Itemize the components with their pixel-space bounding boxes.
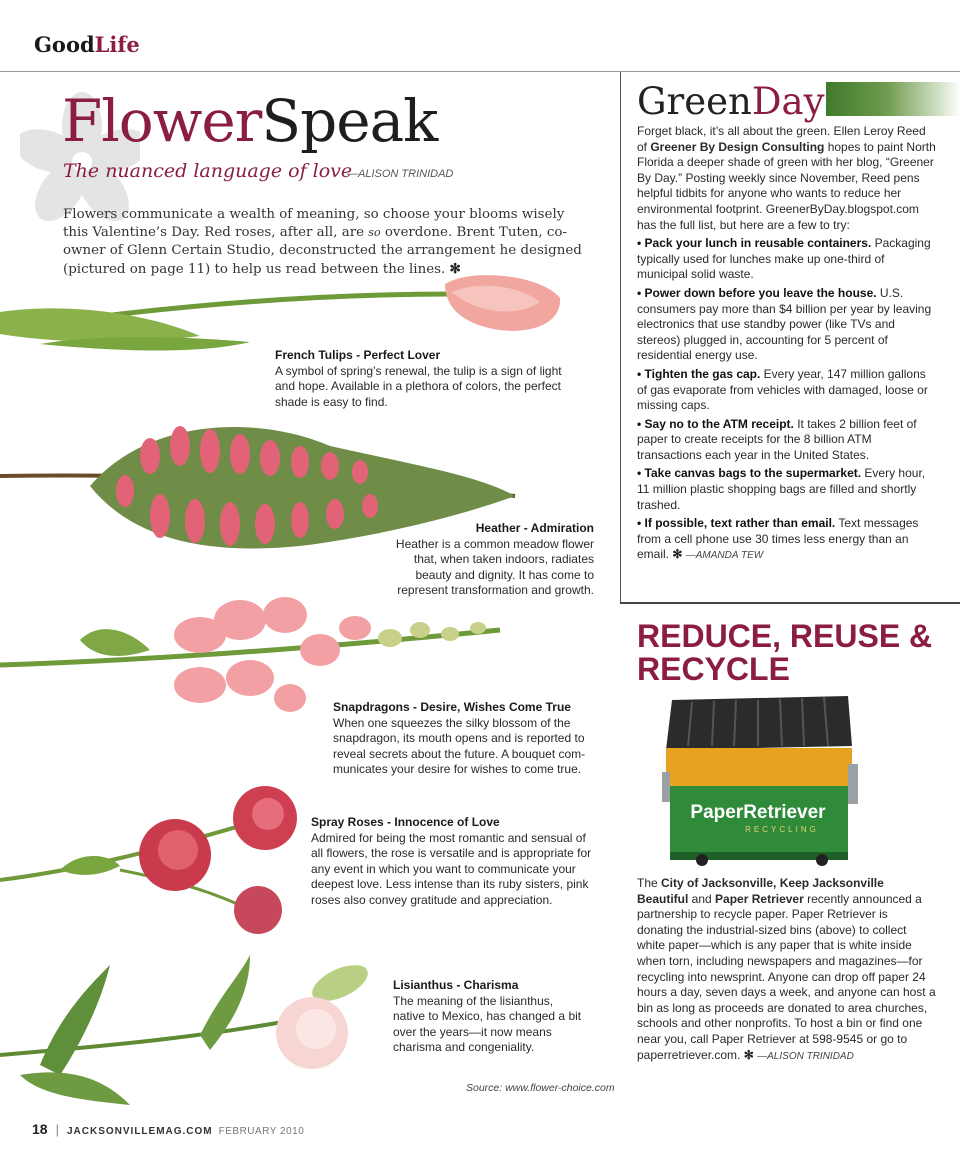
tip-text: U.S. consumers pay more than $4 billion per year by leaving electronics that use standby power (like TVs and stereos) plugged in, accounting for 5 percent of residential energy use. (637, 285, 932, 363)
greenday-intro-text-1: Forget black, it’s all about the green. Ellen Leroy Reed of (637, 124, 926, 154)
lisianthus-caption (393, 978, 583, 1056)
greenday-intro-text-2: hopes to paint North Florida a deeper shade of green with her blog, “Greener By Day.” Posting weekly since November, Reed pens helpful tidbits for anyone who wants to reduce her environmental footprint. GreenerByDay.blogspot.com has the full list, but here are a few to try: (637, 139, 936, 232)
lisianthus-title: Lisianthus - Charisma (393, 978, 519, 992)
recycling-bin-image (662, 694, 862, 866)
spray-rose-caption (311, 815, 601, 908)
header-rule (0, 71, 960, 72)
intro-text-1: Flowers communicate a wealth of meaning, so choose your blooms wisely this Valentine’s Day. Red roses, after all, are (63, 207, 565, 240)
tip-heading: • Say no to the ATM receipt. (637, 416, 794, 431)
tulip-text: A symbol of spring’s renewal, the tulip is a sign of light and hope. Available in a plethora of colors, the perfect shade is easy to find. (275, 363, 562, 409)
end-mark-icon: ✻ (672, 547, 683, 562)
recycle-title: REDUCE, REUSE & RECYCLE (637, 618, 933, 687)
footer-site: JACKSONVILLEMAG.COM (66, 1126, 213, 1137)
end-mark-icon: ✻ (743, 1047, 754, 1062)
tip-text: Text messages from a cell phone use 30 times less energy than an email. (637, 516, 919, 562)
recycle-body (637, 876, 937, 1064)
snapdragon-title: Snapdragons - Desire, Wishes Come True (333, 700, 571, 714)
section-label (34, 32, 140, 57)
tip-item (637, 417, 937, 464)
recycle-author: —ALISON TRINIDAD (757, 1050, 854, 1062)
tip-heading: • If possible, text rather than email. (637, 516, 836, 531)
source-credit: Source: www.flower-choice.com (466, 1082, 615, 1094)
footer-separator: | (55, 1122, 59, 1137)
tulip-title: French Tulips - Perfect Lover (275, 348, 441, 362)
snapdragon-caption (333, 700, 605, 778)
snapdragon-text: When one squeezes the silky blossom of the snapdragon, its mouth opens and is reported to reveal secrets about the future. A bouquet com-municates your desire for wishes to come true. (333, 715, 586, 776)
tip-item (637, 236, 937, 283)
heather-caption (383, 521, 594, 599)
lisianthus-text: The meaning of the lisianthus, native to Mexico, has changed a bit over the years—it now means charisma and congeniality. (393, 993, 582, 1054)
tip-heading: • Tighten the gas cap. (637, 366, 761, 381)
tip-text: Every hour, 11 million plastic shopping bags are filled and shortly trashed. (637, 466, 926, 512)
heather-text: Heather is a common meadow flower that, when taken indoors, radiates beauty and dignity. It has come to represent transformation and growth. (395, 536, 594, 597)
tip-item (637, 466, 937, 513)
bin-sub-label: RECYCLING (745, 825, 819, 834)
greenday-title-part-2: Day (751, 80, 825, 123)
greenday-gradient-bar (826, 82, 960, 116)
greenday-author: —AMANDA TEW (685, 550, 764, 562)
heather-title: Heather - Admiration (475, 521, 594, 535)
recycle-text-3: recently announced a partnership to recycle paper. Paper Retriever is donating the industrial-sized bins (above) to collect white paper—which is any paper that is white inside when torn, including newspapers and magazines—for recycling into newsprint. Anyone can drop off paper 24 hours a day, seven days a week, and anyone can host a bin as long as proceeds are donated to area churches, schools and other nonprofits. To host a bin or find one near you, call Paper Retriever at 598-9545 or go to paperretriever.com. (637, 891, 936, 1062)
tip-text: Packaging typically used for lunches make up one-third of municipal solid waste. (637, 236, 931, 282)
recycle-bold-1: City of Jacksonville, Keep Jacksonville Beautiful (637, 876, 884, 906)
section-rule (620, 602, 960, 604)
tip-item (637, 516, 937, 564)
tip-heading: • Pack your lunch in reusable containers. (637, 236, 872, 251)
recycle-bold-2: Paper Retriever (715, 891, 804, 906)
greenday-title-part-1: Green (637, 80, 752, 123)
greenday-title (637, 80, 825, 123)
recycle-text-2: and (688, 891, 716, 906)
tip-item (637, 367, 937, 414)
page-number: 18 (32, 1121, 48, 1137)
bin-brand-label: PaperRetriever (690, 802, 826, 823)
article-subtitle: The nuanced language of love (63, 160, 353, 182)
lisianthus-image (0, 955, 390, 1105)
tip-text: Every year, 147 million gallons of gas evaporate from vehicles with damaged, loose or missing caps. (637, 366, 928, 413)
greenday-body (637, 124, 937, 567)
page-footer (32, 1121, 304, 1137)
section-label-part-1: Good (34, 32, 95, 57)
article-title-part-2: Speak (261, 87, 438, 155)
article-intro (63, 206, 583, 279)
end-mark-icon: ✻ (449, 261, 461, 277)
tip-heading: • Take canvas bags to the supermarket. (637, 466, 862, 481)
tip-text: It takes 2 billion feet of paper to create receipts for the 8 billion ATM transactions each year in the United States. (637, 416, 917, 462)
spray-rose-title: Spray Roses - Innocence of Love (311, 815, 500, 829)
spray-rose-image (0, 770, 310, 940)
recycle-text-1: The (637, 876, 662, 890)
column-divider (620, 72, 621, 602)
greenday-intro (637, 124, 937, 233)
intro-text-2: overdone. Brent Tuten, co-owner of Glenn Certain Studio, deconstructed the arrangement he designed (pictured on page 11) to help us read between the lines. (63, 225, 582, 277)
article-byline: —ALISON TRINIDAD (347, 168, 454, 180)
greenday-company: Greener By Design Consulting (650, 139, 825, 154)
tip-heading: • Power down before you leave the house. (637, 285, 877, 300)
spray-rose-text: Admired for being the most romantic and sensual of all flowers, the rose is versatile and is appropriate for any event in which you want to communicate your deepest love. Less intense than its ruby sisters, pink roses also convey gratitude and appreciation. (311, 830, 592, 907)
intro-emphasis: so (368, 226, 381, 239)
footer-date: FEBRUARY 2010 (218, 1126, 305, 1137)
article-title-part-1: Flower (62, 87, 262, 155)
section-label-part-2: Life (94, 32, 140, 57)
article-title (62, 86, 437, 156)
tip-item (637, 286, 937, 364)
